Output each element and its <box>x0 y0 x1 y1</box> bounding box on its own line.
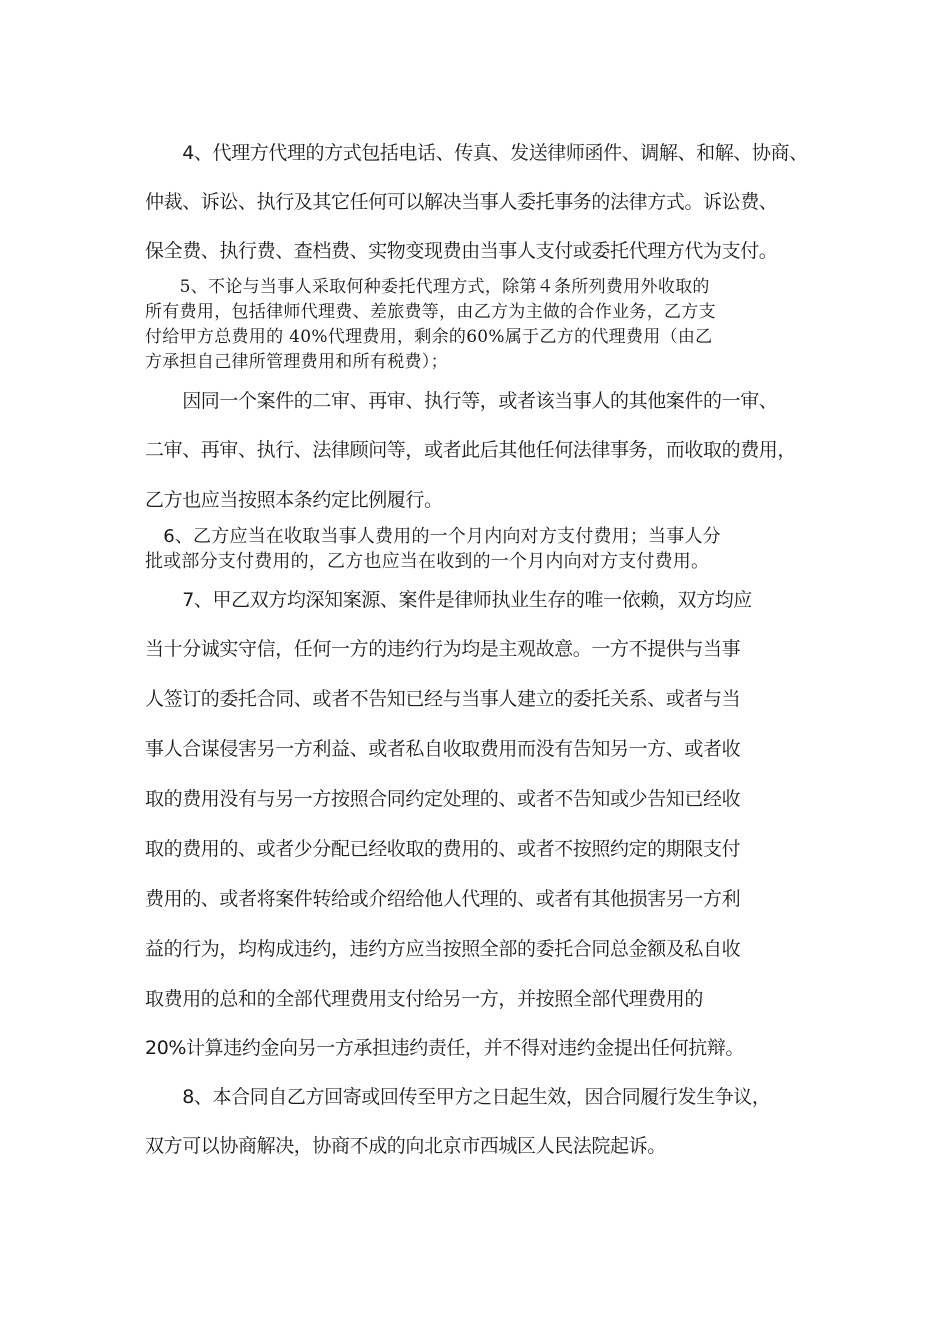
paragraph-7-line-3: 人签订的委托合同、或者不告知已经与当事人建立的委托关系、或者与当 <box>145 688 741 710</box>
paragraph-7-line-4: 事人合谋侵害另一方利益、或者私自收取费用而没有告知另一方、或者收 <box>145 738 741 760</box>
paragraph-7-line-10: 20%计算违约金向另一方承担违约责任，并不得对违约金提出任何抗辩。 <box>145 1037 745 1059</box>
paragraph-7-line-6: 取的费用的、或者少分配已经收取的费用的、或者不按照约定的期限支付 <box>145 838 741 860</box>
paragraph-6-line-1: 6、乙方应当在收取当事人费用的一个月内向对方支付费用；当事人分 <box>145 526 721 547</box>
paragraph-5-cont-line-2: 二审、再审、执行、法律顾问等，或者此后其他任何法律事务，而收取的费用， <box>145 439 797 461</box>
paragraph-4-line-3: 保全费、执行费、查档费、实物变现费由当事人支付或委托代理方代为支付。 <box>145 240 778 262</box>
paragraph-4-line-2: 仲裁、诉讼、执行及其它任何可以解决当事人委托事务的法律方式。诉讼费、 <box>145 191 778 213</box>
paragraph-8-line-2: 双方可以协商解决，协商不成的向北京市西城区人民法院起诉。 <box>145 1135 666 1157</box>
paragraph-7-line-9: 取费用的总和的全部代理费用支付给另一方，并按照全部代理费用的 <box>145 988 704 1010</box>
paragraph-5-line-1: 5、不论与当事人采取何种委托代理方式，除第４条所列费用外收取的 <box>145 277 710 297</box>
paragraph-7-line-5: 取的费用没有与另一方按照合同约定处理的、或者不告知或少告知已经收 <box>145 788 741 810</box>
paragraph-7-line-7: 费用的、或者将案件转给或介绍给他人代理的、或者有其他损害另一方利 <box>145 888 741 910</box>
paragraph-4-line-1: 4、代理方代理的方式包括电话、传真、发送律师函件、调解、和解、协商、 <box>145 142 808 164</box>
paragraph-7-line-2: 当十分诚实守信，任何一方的违约行为均是主观故意。一方不提供与当事 <box>145 638 741 660</box>
paragraph-5-line-3: 付给甲方总费用的 40%代理费用，剩余的60%属于乙方的代理费用（由乙 <box>145 327 713 347</box>
paragraph-8-line-1: 8、本合同自乙方回寄或回传至甲方之日起生效，因合同履行发生争议， <box>145 1086 771 1108</box>
paragraph-5-line-2: 所有费用，包括律师代理费、差旅费等，由乙方为主做的合作业务，乙方支 <box>145 302 716 322</box>
paragraph-7-line-1: 7、甲乙双方均深知案源、案件是律师执业生存的唯一依赖，双方均应 <box>145 589 752 611</box>
paragraph-5-cont-line-3: 乙方也应当按照本条约定比例履行。 <box>145 489 443 511</box>
paragraph-5-cont-line-1: 因同一个案件的二审、再审、执行等，或者该当事人的其他案件的一审、 <box>145 390 778 412</box>
paragraph-7-line-8: 益的行为，均构成违约，违约方应当按照全部的委托合同总金额及私自收 <box>145 938 741 960</box>
paragraph-5-line-4: 方承担自己律所管理费用和所有税费）； <box>145 352 448 372</box>
paragraph-6-line-2: 批或部分支付费用的，乙方也应当在收到的一个月内向对方支付费用。 <box>145 551 710 572</box>
